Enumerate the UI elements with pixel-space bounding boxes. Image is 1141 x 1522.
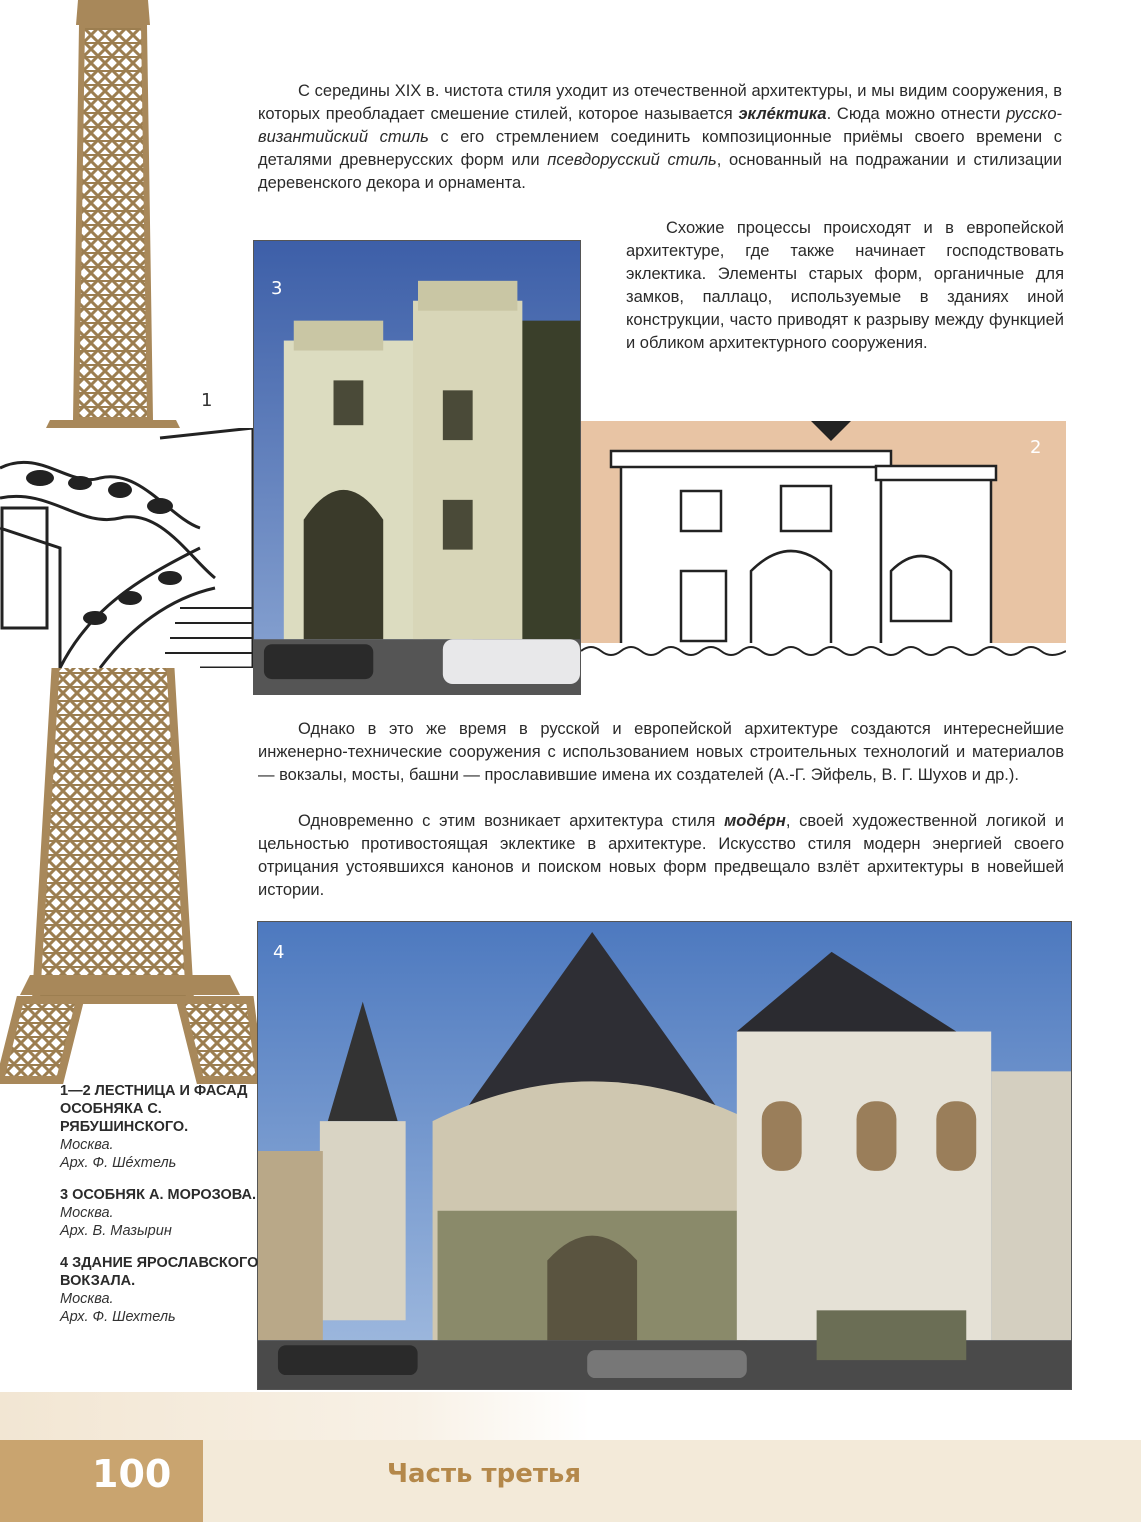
- part-title: Часть третья: [387, 1459, 582, 1489]
- caption-title: [60, 1186, 260, 1204]
- european-paragraph: Схожие процессы происходят и в европейской архитектуре, где также начинает господствовать эклектика. Элементы старых форм, органичные для замков, паллацо, используемые в зданиях иной конструкции, часто приводят к разрыву между функцией и обликом архитектурного сооружения.: [626, 219, 1064, 352]
- caption-architect: Арх. Ф. Шехтель: [60, 1309, 176, 1325]
- figure-captions: [60, 1082, 260, 1340]
- p4-text-b: , своей художественной логикой и цельностью противостоящая эклектике в архитектуре. Искусство стиля модерн энергией своего отрицания устоявшихся канонов и поиском новых форм предвещало взлёт архитектуры в новейшей истории.: [258, 812, 1064, 899]
- caption-number: 3: [60, 1187, 69, 1203]
- caption-city: Москва.: [60, 1205, 114, 1221]
- figure-1-number: 1: [201, 390, 213, 411]
- caption-number: 4: [60, 1255, 69, 1271]
- figure-4-yaroslavsky-station: [257, 921, 1072, 1390]
- p1-text-b: . Сюда можно отнести: [826, 105, 1007, 123]
- figure-2-ryabushinsky-facade: [581, 421, 1066, 667]
- p1-text-a: С середины XIX в. чистота стиля уходит из отечественной архитектуры, и мы видим сооружения, в которых преобладает смешение стилей, которое называется: [258, 82, 1062, 123]
- caption-city: Москва.: [60, 1291, 114, 1307]
- term-russo-byzantine: русско-византийский стиль: [258, 105, 1062, 146]
- caption-title-text: ОСОБНЯК А. МОРОЗОВА.: [72, 1187, 257, 1203]
- figure-2-number: 2: [1030, 437, 1042, 458]
- figure-4-number: 4: [273, 942, 285, 963]
- caption-city: Москва.: [60, 1137, 114, 1153]
- caption-title-text: ЛЕСТНИЦА И ФАСАД ОСОБНЯКА С. РЯБУШИНСКОГО.: [60, 1083, 248, 1135]
- caption-title: [60, 1082, 260, 1136]
- page-number: 100: [92, 1452, 172, 1496]
- caption-3: [60, 1186, 260, 1240]
- figure-1-staircase: [0, 428, 253, 668]
- caption-title-text: ЗДАНИЕ ЯРОСЛАВСКОГО ВОКЗАЛА.: [60, 1255, 259, 1289]
- caption-architect: Арх. Ф. Шéхтель: [60, 1155, 177, 1171]
- term-modern: модéрн: [724, 812, 786, 830]
- term-pseudo-russian: псевдорусский стиль: [547, 151, 717, 169]
- p1-text-c: с его стремлением соединить композиционные приёмы своего времени с деталями древнерусских форм или: [258, 128, 1062, 169]
- caption-architect: Арх. В. Мазырин: [60, 1223, 172, 1239]
- p1-text-d: , основанный на подражании и стилизации деревенского декора и орнамента.: [258, 151, 1062, 192]
- figure-3-number: 3: [271, 278, 283, 299]
- figure-3-morozov-mansion: [253, 240, 581, 695]
- footer-decorative-band: [0, 1392, 590, 1440]
- caption-4: [60, 1254, 260, 1326]
- caption-1-2: [60, 1082, 260, 1172]
- intro-paragraph: [258, 80, 1062, 195]
- caption-title: [60, 1254, 260, 1290]
- term-eclecticism: эклéктика: [738, 105, 827, 123]
- p4-text-a: Одновременно с этим возникает архитектура стиля: [298, 812, 725, 830]
- modern-style-paragraph: [258, 810, 1064, 902]
- caption-number: 1—2: [60, 1083, 91, 1099]
- engineering-paragraph: Однако в это же время в русской и европейской архитектуре создаются интереснейшие инженерно-технические сооружения с использованием новых строительных технологий и материалов — вокзалы, мосты, башни — прославившие имена их создателей (А.-Г. Эйфель, В. Г. Шухов и др.).: [258, 720, 1064, 784]
